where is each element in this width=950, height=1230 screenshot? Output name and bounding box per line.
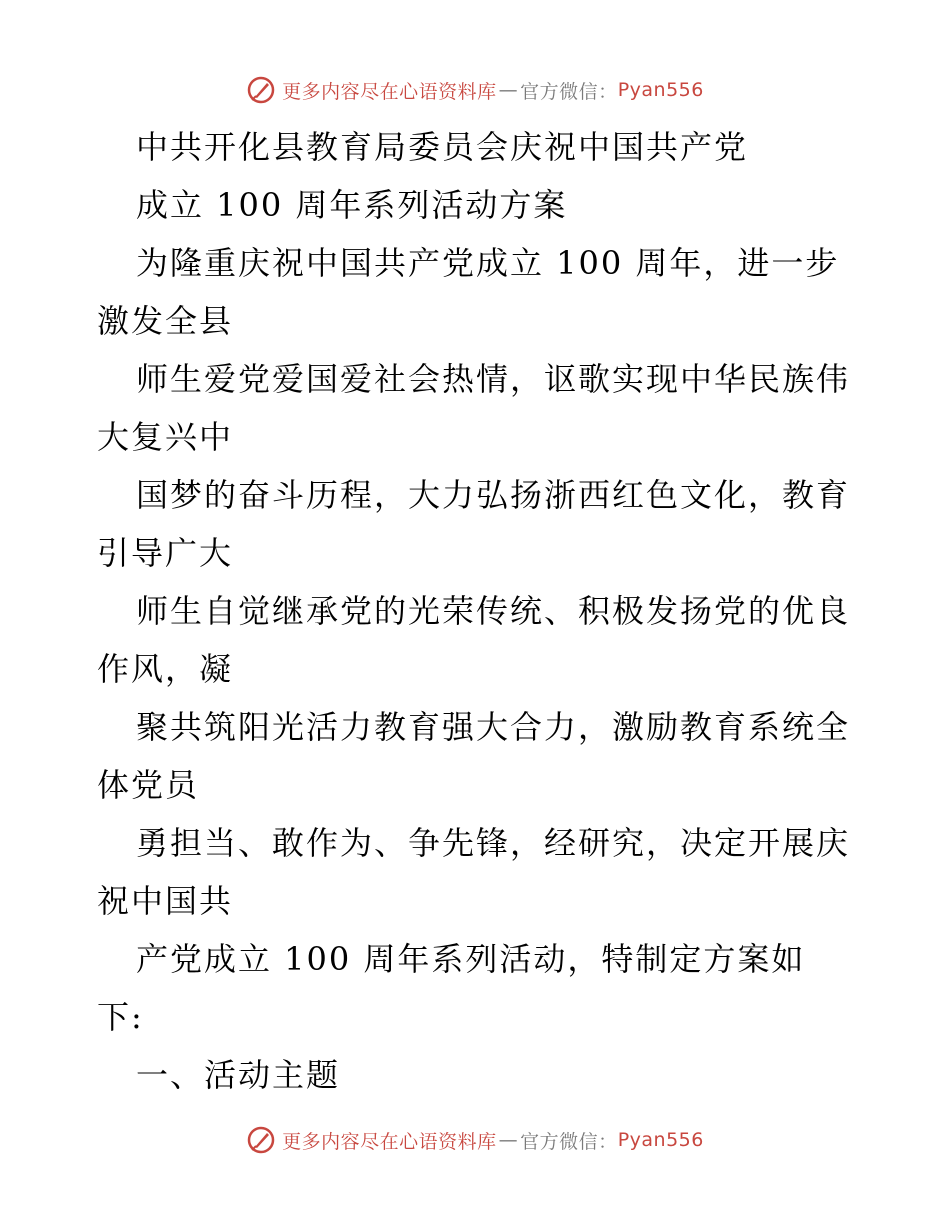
footer-watermark [0, 1120, 950, 1160]
doc-text-line: 体党员 [97, 766, 200, 804]
feather-pen-icon [246, 1125, 276, 1155]
doc-text-line: 师生爱党爱国爱社会热情，讴歌实现中华民族伟 [136, 360, 851, 398]
doc-title-line-1: 中共开化县教育局委员会庆祝中国共产党 [136, 128, 749, 166]
section-heading: 一、活动主题 [136, 1056, 341, 1094]
watermark-separator: — [498, 79, 519, 101]
doc-text-line: 引导广大 [97, 534, 234, 572]
doc-text-line: 产党成立 100 周年系列活动，特制定方案如 [136, 940, 806, 978]
doc-text-line: 下: [97, 998, 144, 1036]
watermark-wechat-label: 官方微信： [520, 1130, 618, 1153]
feather-pen-icon [246, 75, 276, 105]
watermark-brand-text: 更多内容尽在心语资料库 [282, 1130, 497, 1153]
watermark-brand-text: 更多内容尽在心语资料库 [282, 80, 497, 103]
doc-text-line: 为隆重庆祝中国共产党成立 100 周年，进一步 [136, 244, 840, 282]
doc-title-line-2: 成立 100 周年系列活动方案 [136, 186, 568, 224]
doc-text-line: 大复兴中 [97, 418, 234, 456]
header-watermark [0, 70, 950, 110]
doc-text-line: 国梦的奋斗历程，大力弘扬浙西红色文化，教育 [136, 476, 851, 514]
watermark-wechat-id: Pyan556 [617, 1129, 704, 1151]
watermark-wechat-id: Pyan556 [617, 79, 704, 101]
watermark-wechat-label: 官方微信： [520, 80, 618, 103]
doc-text-line: 作风，凝 [97, 650, 234, 688]
doc-text-line: 激发全县 [97, 302, 234, 340]
watermark-separator: — [498, 1129, 519, 1151]
doc-text-line: 师生自觉继承党的光荣传统、积极发扬党的优良 [136, 592, 851, 630]
doc-text-line: 祝中国共 [97, 882, 234, 920]
doc-text-line: 勇担当、敢作为、争先锋，经研究，决定开展庆 [136, 824, 851, 862]
doc-text-line: 聚共筑阳光活力教育强大合力，激励教育系统全 [136, 708, 851, 746]
